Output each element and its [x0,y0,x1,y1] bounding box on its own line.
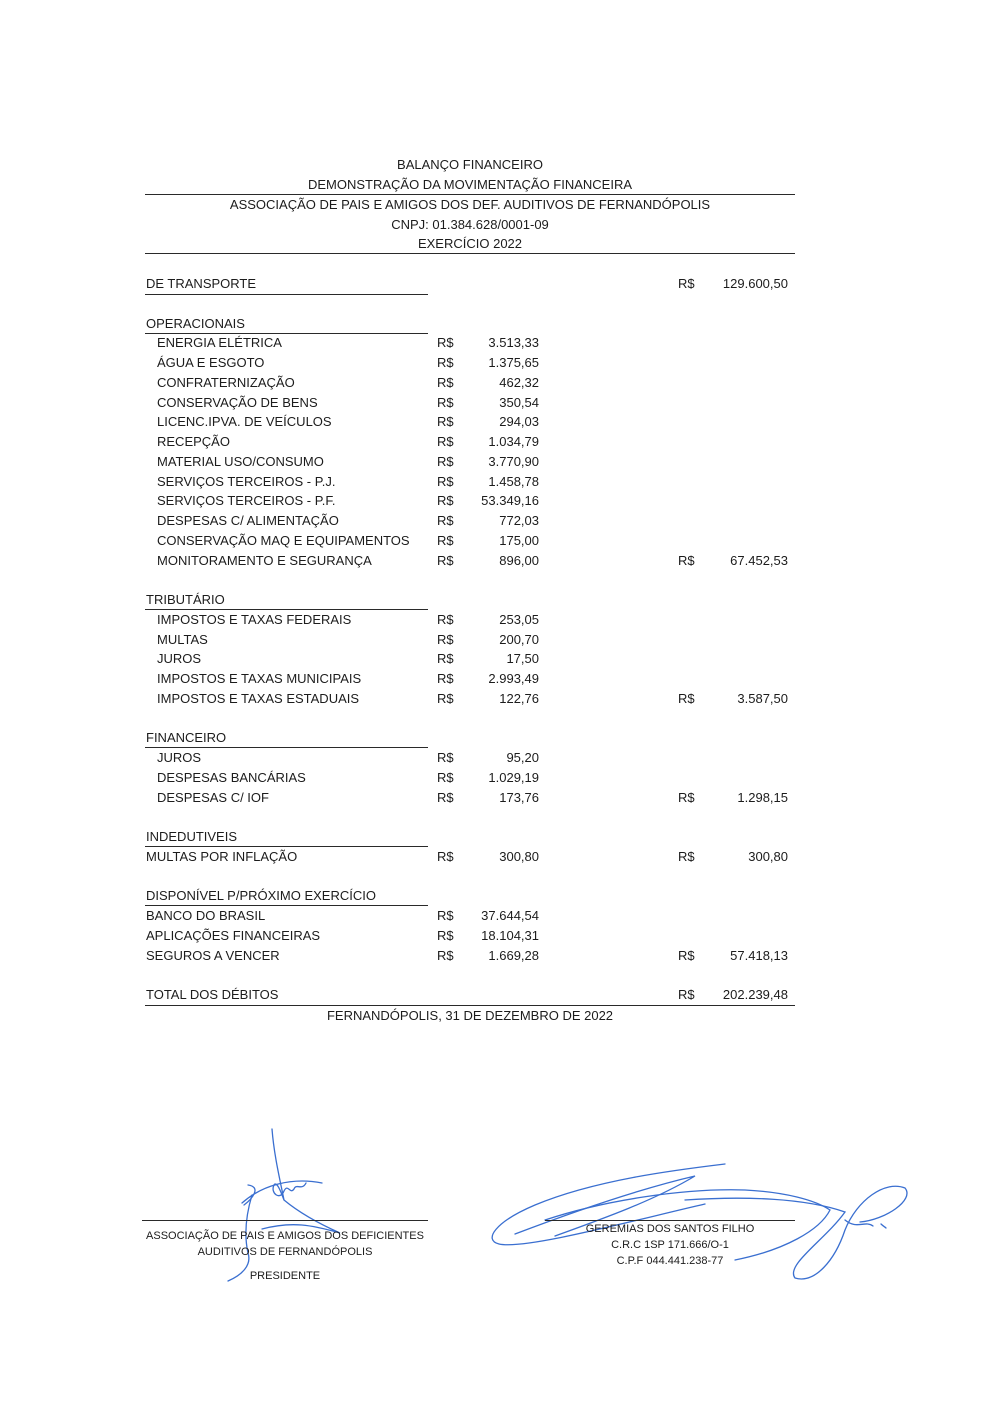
line-item-label: IMPOSTOS E TAXAS ESTADUAIS [157,690,360,706]
line-item-value: 294,03 [499,414,539,430]
line-item-value: 175,00 [499,532,539,548]
line-item-label: DESPESAS C/ ALIMENTAÇÃO [157,513,339,528]
section-total: 1.298,15 [737,789,788,805]
line-item-label: JUROS [157,651,202,667]
grand-total-value: 202.239,48 [722,987,788,1002]
currency-symbol: R$ [437,631,454,647]
line-item-row [0,491,992,511]
line-item-value: 173,76 [499,789,539,805]
currency-symbol: R$ [678,552,695,568]
accountant-crc: C.R.C 1SP 171.666/O-1 [611,1239,729,1251]
organization-name: ASSOCIAÇÃO DE PAIS E AMIGOS DOS DEF. AUDITIVOS DE FERNANDÓPOLIS [229,197,711,212]
line-item-label: CONSERVAÇÃO MAQ E EQUIPAMENTOS [157,532,410,548]
currency-symbol: R$ [437,927,454,943]
section-title-row [0,886,992,906]
section-total: 57.418,13 [730,947,788,963]
line-item-row [0,669,992,689]
line-item-value: 1.375,65 [488,355,539,370]
line-item-value: 17,50 [506,651,539,667]
line-item-value: 1.458,78 [488,473,539,489]
currency-symbol: R$ [437,473,454,489]
currency-symbol: R$ [437,908,454,923]
line-item-label: DESPESAS BANCÁRIAS [157,769,306,785]
currency-symbol: R$ [678,690,695,706]
line-item-label: SEGUROS A VENCER [146,947,280,963]
section-title-row [0,590,992,610]
signature-line-left [142,1220,428,1221]
line-item-value: 300,80 [499,848,539,864]
line-item-label: APLICAÇÕES FINANCEIRAS [146,927,321,943]
transporte-row [0,274,992,294]
grand-total-label: TOTAL DOS DÉBITOS [146,987,279,1002]
line-item-row [0,946,992,966]
section-title: INDEDUTIVEIS [146,829,238,844]
line-item-value: 37.644,54 [481,908,539,923]
currency-symbol: R$ [437,355,454,370]
currency-symbol: R$ [437,671,454,686]
section-total: 3.587,50 [737,690,788,706]
signature-left-org: ASSOCIAÇÃO DE PAIS E AMIGOS DOS DEFICIENTES [146,1230,424,1242]
currency-symbol: R$ [437,651,454,667]
line-item-label: BANCO DO BRASIL [146,908,266,923]
line-item-label: ENERGIA ELÉTRICA [157,335,282,351]
line-item-row [0,472,992,492]
line-item-row [0,630,992,650]
currency-symbol: R$ [678,276,695,291]
report-title: BALANÇO FINANCEIRO [397,157,543,172]
currency-symbol: R$ [678,848,695,864]
section-title-row [0,728,992,748]
line-item-value: 18.104,31 [481,927,539,943]
line-item-value: 253,05 [499,611,539,627]
line-item-value: 122,76 [499,690,539,706]
currency-symbol: R$ [437,374,454,390]
section-total: 67.452,53 [730,552,788,568]
line-item-row [0,649,992,669]
currency-symbol: R$ [437,947,454,963]
line-item-value: 462,32 [499,374,539,390]
line-item-row [0,847,992,867]
accountant-cpf: C.P.F 044.441.238-77 [616,1255,724,1267]
line-item-value: 95,20 [506,750,539,765]
line-item-row [0,393,992,413]
currency-symbol: R$ [678,947,695,963]
line-item-value: 3.770,90 [488,453,539,469]
line-item-row [0,511,992,531]
line-item-label: SERVIÇOS TERCEIROS - P.F. [157,493,336,509]
line-item-value: 896,00 [499,552,539,568]
line-item-row [0,412,992,432]
accountant-name: GEREMIAS DOS SANTOS FILHO [585,1223,755,1235]
currency-symbol: R$ [437,750,454,765]
line-item-label: MULTAS [157,631,208,647]
line-item-row [0,353,992,373]
currency-symbol: R$ [437,394,454,410]
section-title-row [0,827,992,847]
line-item-row [0,373,992,393]
line-item-row [0,906,992,926]
currency-symbol: R$ [437,532,454,548]
line-item-row [0,333,992,353]
line-item-label: MONITORAMENTO E SEGURANÇA [157,552,372,568]
line-item-label: MATERIAL USO/CONSUMO [157,453,324,469]
line-item-value: 2.993,49 [488,671,539,686]
currency-symbol: R$ [437,335,454,351]
line-item-label: CONFRATERNIZAÇÃO [157,374,295,390]
line-item-row [0,531,992,551]
currency-symbol: R$ [437,453,454,469]
line-item-value: 1.669,28 [488,947,539,963]
currency-symbol: R$ [437,690,454,706]
grand-total-row [0,985,992,1005]
currency-symbol: R$ [678,987,695,1002]
line-item-value: 772,03 [499,513,539,528]
line-item-label: SERVIÇOS TERCEIROS - P.J. [157,473,336,489]
currency-symbol: R$ [437,414,454,430]
currency-symbol: R$ [437,769,454,785]
line-item-label: IMPOSTOS E TAXAS MUNICIPAIS [157,671,362,686]
currency-symbol: R$ [437,434,454,449]
line-item-row [0,610,992,630]
section-title: DISPONÍVEL P/PRÓXIMO EXERCÍCIO [146,888,376,904]
transporte-total: 129.600,50 [722,276,788,291]
line-item-label: MULTAS POR INFLAÇÃO [146,848,298,864]
section-title: TRIBUTÁRIO [146,592,225,607]
line-item-value: 350,54 [499,394,539,410]
currency-symbol: R$ [437,513,454,528]
line-item-label: DESPESAS C/ IOF [157,789,269,805]
cnpj: CNPJ: 01.384.628/0001-09 [391,217,549,232]
header-divider-bottom [145,253,795,254]
line-item-value: 200,70 [499,631,539,647]
signature-left-role: PRESIDENTE [249,1270,321,1282]
line-item-value: 1.034,79 [488,434,539,449]
line-item-row [0,788,992,808]
line-item-value: 3.513,33 [488,335,539,351]
line-item-label: JUROS [157,750,202,765]
line-item-label: RECEPÇÃO [157,434,230,449]
currency-symbol: R$ [437,493,454,509]
currency-symbol: R$ [437,848,454,864]
line-item-row [0,689,992,709]
line-item-row [0,748,992,768]
line-item-label: CONSERVAÇÃO DE BENS [157,394,318,410]
section-total: 300,80 [748,848,788,864]
signature-left [222,1125,352,1285]
line-item-label: ÁGUA E ESGOTO [157,355,265,370]
line-item-value: 53.349,16 [481,493,539,509]
line-item-row [0,768,992,788]
transporte-label: DE TRANSPORTE [146,276,257,291]
section-title-row [0,314,992,334]
currency-symbol: R$ [437,552,454,568]
line-item-label: IMPOSTOS E TAXAS FEDERAIS [157,611,352,627]
section-title: FINANCEIRO [146,730,227,746]
section-underline [145,294,428,295]
line-item-row [0,926,992,946]
currency-symbol: R$ [678,789,695,805]
currency-symbol: R$ [437,789,454,805]
line-item-label: LICENC.IPVA. DE VEÍCULOS [157,414,332,430]
line-item-row [0,551,992,571]
report-subtitle: DEMONSTRAÇÃO DA MOVIMENTAÇÃO FINANCEIRA [307,177,633,192]
signature-left-org-2: AUDITIVOS DE FERNANDÓPOLIS [197,1246,373,1258]
line-item-value: 1.029,19 [488,769,539,785]
section-title: OPERACIONAIS [146,315,245,331]
line-item-row [0,452,992,472]
fiscal-year: EXERCÍCIO 2022 [417,236,523,251]
place-date: FERNANDÓPOLIS, 31 DE DEZEMBRO DE 2022 [326,1008,614,1023]
line-item-row [0,432,992,452]
currency-symbol: R$ [437,611,454,627]
